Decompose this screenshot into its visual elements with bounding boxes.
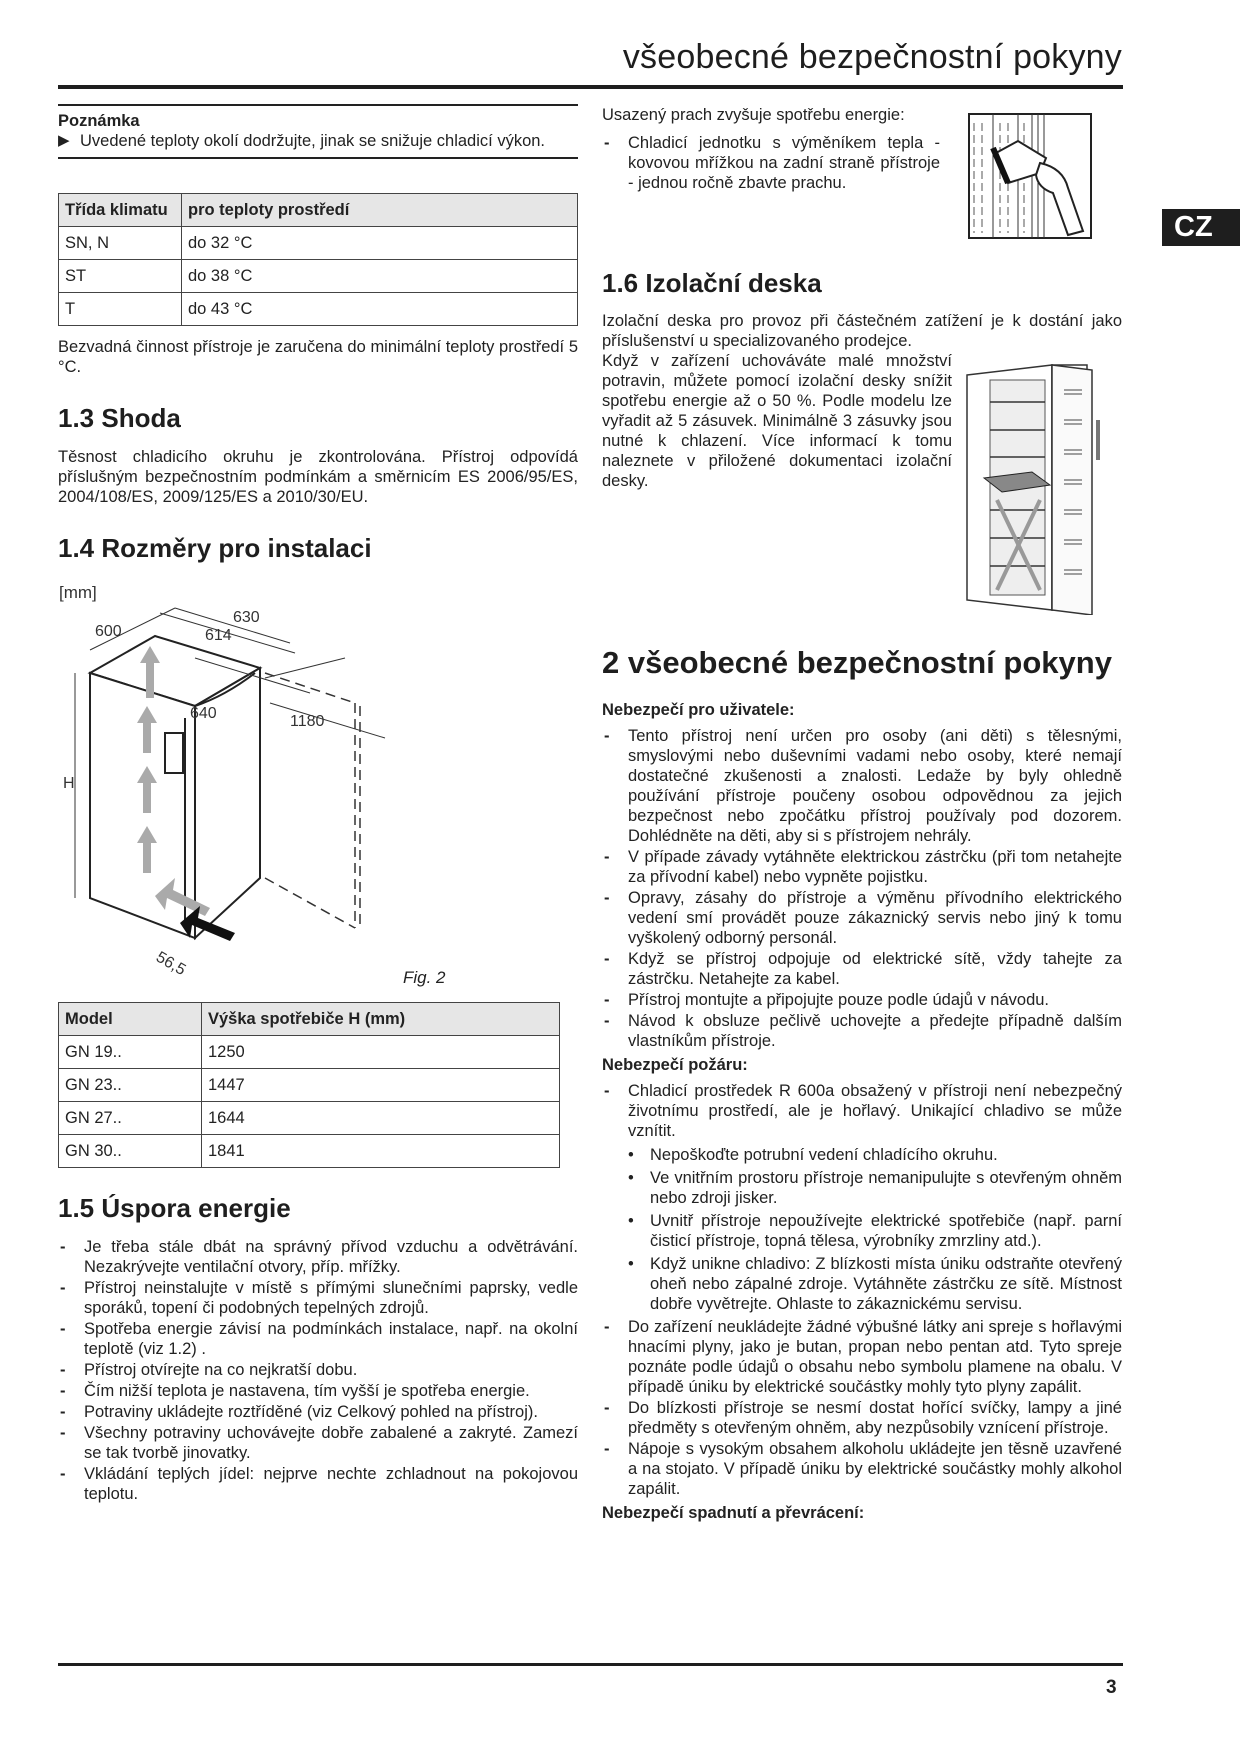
table-row	[59, 1069, 560, 1102]
freezer-insulation-plate-illustration	[962, 360, 1132, 615]
brush-cleaning-illustration	[968, 113, 1092, 239]
list-item: - Potraviny ukládejte roztříděné (viz Celkový pohled na přístroj).	[58, 1402, 578, 1422]
table-cell: GN 30..	[59, 1135, 202, 1168]
table-row	[59, 227, 578, 260]
section-heading-1-3: 1.3 Shoda	[58, 403, 181, 433]
list-item: - Do zařízení neukládejte žádné výbušné látky ani spreje s hořlavými hnacími plyny, jako je butan, propan nebo pentan atd. Tyto spreje poznáte podle údajů o obsahu nebo symbolu plamene na obalu. V případě úniku by elektrické součástky mohly tyto plyny zapálit.	[602, 1317, 1122, 1397]
list-item: - Přístroj otvírejte na co nejkratší dobu.	[58, 1360, 578, 1380]
list-item: - Přístroj montujte a připojujte pouze podle údajů v návodu.	[602, 990, 1122, 1010]
table-row	[59, 1102, 560, 1135]
table-header: Model	[59, 1003, 202, 1036]
dust-intro: Usazený prach zvyšuje spotřebu energie:	[602, 106, 905, 124]
list-item: - Vkládání teplých jídel: nejprve nechte zchladnout na pokojovou teplotu.	[58, 1464, 578, 1504]
table-row	[59, 260, 578, 293]
section-heading-1-6: 1.6 Izolační deska	[602, 268, 822, 298]
climate-class-table	[58, 193, 578, 326]
table-header: Výška spotřebiče H (mm)	[202, 1003, 560, 1036]
table-cell: do 38 °C	[182, 260, 578, 293]
figure-caption: Fig. 2	[403, 968, 446, 987]
subheading-user-danger: Nebezpečí pro uživatele:	[602, 701, 795, 719]
list-item: - Návod k obsluze pečlivě uchovejte a předejte případně dalším vlastníkům přístroje.	[602, 1011, 1122, 1051]
table-row	[59, 1036, 560, 1069]
triangle-bullet-icon: ▶	[58, 132, 70, 149]
list-item: - V případe závady vytáhněte elektrickou zástrčku (při tom netahejte za přívodní kabel) nebo vypněte pojistku.	[602, 847, 1122, 887]
svg-text:H: H	[63, 775, 75, 792]
table-cell: ST	[59, 260, 182, 293]
table-cell: 1447	[202, 1069, 560, 1102]
subheading-fire-danger: Nebezpečí požáru:	[602, 1056, 748, 1074]
svg-text:614: 614	[205, 627, 232, 644]
table-cell: 1841	[202, 1135, 560, 1168]
table-header-row	[59, 194, 578, 227]
table-row	[59, 293, 578, 326]
list-item: - Do blízkosti přístroje se nesmí dostat hořící svíčky, lampy a jiné předměty s otevřeným ohněm, aby nezpůsobily vznícení přístroje.	[602, 1398, 1122, 1438]
list-item: - Všechny potraviny uchovávejte dobře zabalené a zakryté. Zamezí se tak tvorbě jinovatky.	[58, 1423, 578, 1463]
list-item: - Nápoje s vysokým obsahem alkoholu ukládejte jen těsně uzavřené a na stojato. V případě úniku by elektrické součástky mohly alkohol zapálit.	[602, 1439, 1122, 1499]
list-item: - Tento přístroj není určen pro osoby (ani děti) s tělesnými, smyslovými nebo duševními vadami nebo osoby, které nemají dostatečné zkušenosti a znalosti. Ledaže by byly ohledně používání přístroje poučeny osobou odpovědnou za jejich bezpečnost nebo zpočátku přístroj používaly pod dozorem. Dohlédněte na děti, aby si s přístrojem nehrály.	[602, 726, 1122, 846]
list-item: - Čím nižší teplota je nastavena, tím vyšší je spotřeba energie.	[58, 1381, 578, 1401]
table-header: Třída klimatu	[59, 194, 182, 227]
header-rule	[58, 85, 1123, 89]
svg-text:600: 600	[95, 623, 122, 640]
fire-danger-list	[602, 1081, 1122, 1141]
section-heading-2: 2 všeobecné bezpečnostní pokyny	[602, 645, 1112, 680]
footer-rule	[58, 1663, 1123, 1666]
note-box	[58, 104, 578, 159]
page-title: všeobecné bezpečnostní pokyny	[622, 38, 1122, 76]
table-cell: do 32 °C	[182, 227, 578, 260]
fire-danger-bullets	[602, 1145, 1122, 1314]
table-cell: T	[59, 293, 182, 326]
svg-text:630: 630	[233, 609, 260, 626]
list-item: - Přístroj neinstalujte v místě s přímými slunečními paprsky, vedle sporáků, topení či podobných tepelných zdrojů.	[58, 1278, 578, 1318]
svg-text:56,5: 56,5	[153, 948, 189, 980]
model-height-table	[58, 1002, 560, 1168]
list-item: - Chladicí jednotku s výměníkem tepla - kovovou mřížkou na zadní straně přístroje - jednou ročně zbavte prachu.	[602, 133, 940, 193]
installation-dimensions-figure	[55, 578, 475, 988]
svg-text:640: 640	[190, 705, 217, 722]
table-cell: GN 19..	[59, 1036, 202, 1069]
fire-danger-list-2	[602, 1317, 1122, 1499]
dust-list	[602, 133, 940, 194]
section-1-3-text: Těsnost chladicího okruhu je zkontrolována. Přístroj odpovídá příslušným bezpečnostním podmínkám a směrnicím ES 2006/95/ES, 2004/108/ES, 2009/125/ES a 2010/30/EU.	[58, 448, 578, 506]
bullet-item: • Nepoškoďte potrubní vedení chladícího okruhu.	[624, 1145, 1122, 1165]
table-header: pro teploty prostředí	[182, 194, 578, 227]
table-cell: do 43 °C	[182, 293, 578, 326]
section-heading-1-5: 1.5 Úspora energie	[58, 1193, 291, 1223]
list-item: - Chladicí prostředek R 600a obsažený v přístroji není nebezpečný životnímu prostředí, ale je hořlavý. Unikající chladivo se může vznítit.	[602, 1081, 1122, 1141]
table-cell: GN 23..	[59, 1069, 202, 1102]
list-item: - Je třeba stále dbát na správný přívod vzduchu a odvětrávání. Nezakrývejte ventilační otvory, příp. mřížky.	[58, 1237, 578, 1277]
energy-saving-list	[58, 1237, 578, 1505]
table-header-row	[59, 1003, 560, 1036]
list-item: - Opravy, zásahy do přístroje a výměnu přívodního elektrického vedení smí provádět pouze zákaznický servis nebo jiný k tomu vyškolený odborný personál.	[602, 888, 1122, 948]
table-row	[59, 1135, 560, 1168]
min-temp-text: Bezvadná činnost přístroje je zaručena do minimální teploty prostředí 5 °C.	[58, 338, 578, 376]
table-cell: GN 27..	[59, 1102, 202, 1135]
note-text: Uvedené teploty okolí dodržujte, jinak se snižuje chladicí výkon.	[80, 132, 546, 150]
table-cell: 1250	[202, 1036, 560, 1069]
subheading-tipping-danger: Nebezpečí spadnutí a převrácení:	[602, 1504, 865, 1522]
note-title: Poznámka	[58, 112, 140, 130]
user-danger-list	[602, 726, 1122, 1051]
section-1-6-text-2: Když v zařízení uchováváte malé množství potravin, můžete pomocí izolační desky snížit spotřebu energie až o 50 %. Podle modelu lze vyřadit až 5 zásuvek. Minimálně 3 zásuvky jsou nutné k chlazení. Více informací k tomu naleznete v přiložené dokumentaci izolační desky.	[602, 352, 952, 490]
table-cell: SN, N	[59, 227, 182, 260]
language-tab: CZ	[1162, 209, 1240, 246]
bullet-item: • Když unikne chladivo: Z blízkosti místa úniku odstraňte otevřený oheň nebo zápalné zdroje. Vytáhněte zástrčku ze sítě. Místnost dobře vyvětrejte. Ohlaste to zákaznickému servisu.	[624, 1254, 1122, 1314]
section-2-body	[602, 696, 1122, 1529]
list-item: - Spotřeba energie závisí na podmínkách instalace, např. na okolní teplotě (viz 1.2) .	[58, 1319, 578, 1359]
page-number: 3	[1106, 1677, 1117, 1698]
svg-text:1180: 1180	[290, 713, 325, 730]
bullet-item: • Uvnitř přístroje nepoužívejte elektrické spotřebiče (např. parní čisticí přístroje, topná tělesa, výrobníky zmrzliny atd.).	[624, 1211, 1122, 1251]
unit-label: [mm]	[59, 583, 97, 602]
bullet-item: • Ve vnitřním prostoru přístroje nemanipulujte s otevřeným ohněm nebo zdroji jisker.	[624, 1168, 1122, 1208]
table-cell: 1644	[202, 1102, 560, 1135]
section-1-6-text-1: Izolační deska pro provoz při částečném zatížení je k dostání jako příslušenství u specializovaného prodejce.	[602, 312, 1122, 350]
list-item: - Když se přístroj odpojuje od elektrické sítě, vždy tahejte za zástrčku. Netahejte za kabel.	[602, 949, 1122, 989]
section-heading-1-4: 1.4 Rozměry pro instalaci	[58, 533, 372, 563]
